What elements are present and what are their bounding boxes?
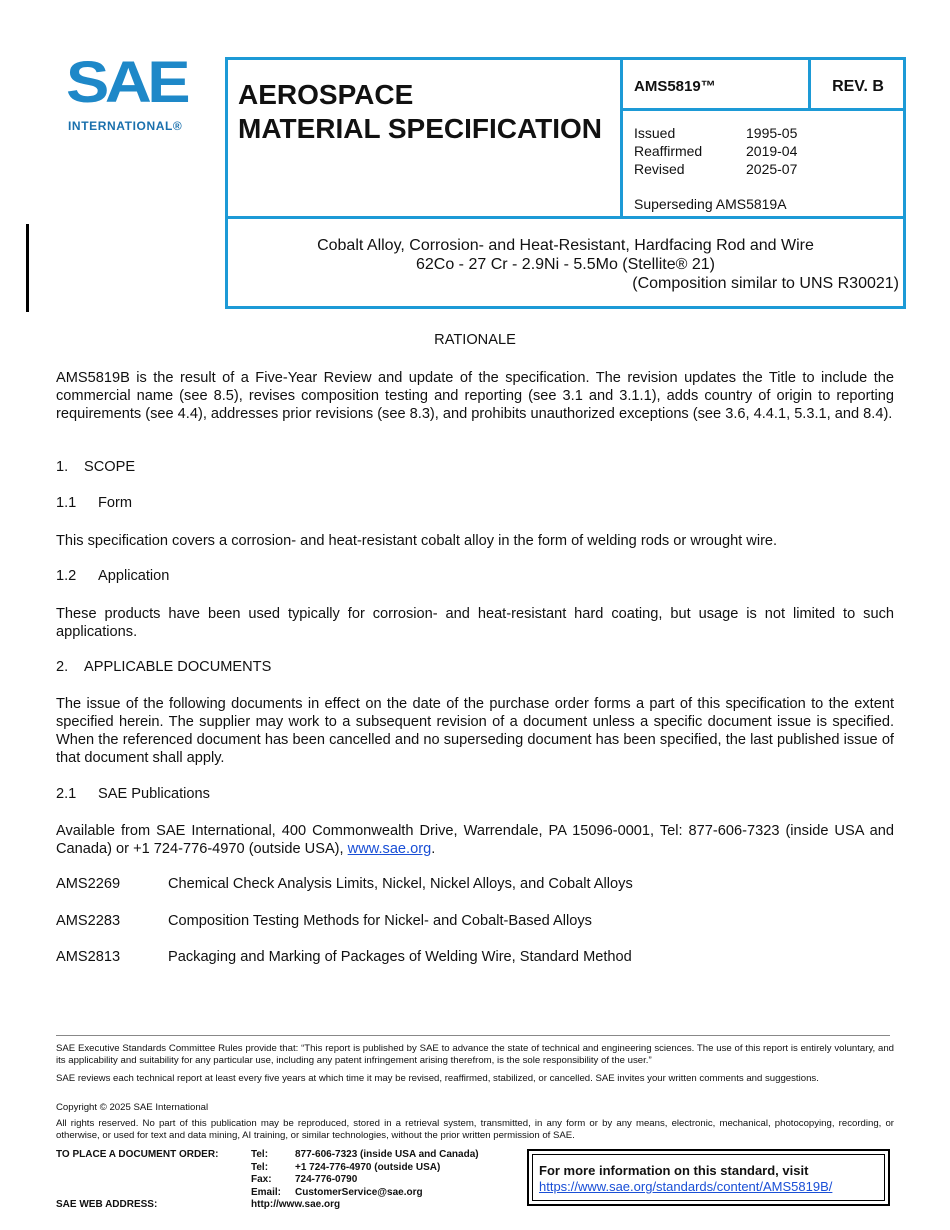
document-title: Chemical Check Analysis Limits, Nickel, Nickel Alloys, and Cobalt Alloys bbox=[168, 876, 633, 892]
date-row bbox=[634, 160, 797, 178]
date-row bbox=[634, 142, 797, 160]
contact-list bbox=[251, 1149, 479, 1199]
footer-rights-text: All rights reserved. No part of this publication may be reproduced, stored in a retrieval system, transmitted, in any form or by any means, electronic, mechanical, photocopying, recording, or otherwise, or used for text and data mining, AI training, or similar technologies, without the prior written permission of SAE. bbox=[56, 1118, 894, 1141]
logo-subtitle: INTERNATIONAL® bbox=[68, 119, 183, 133]
document-row bbox=[56, 913, 592, 929]
document-code: AMS2813 bbox=[56, 949, 121, 965]
date-row bbox=[634, 124, 797, 142]
contact-value: CustomerService@sae.org bbox=[295, 1186, 423, 1198]
contact-row bbox=[251, 1162, 479, 1175]
rationale-heading: RATIONALE bbox=[434, 332, 516, 348]
title-line-1: AEROSPACE bbox=[238, 79, 414, 110]
date-label: Issued bbox=[634, 125, 676, 141]
contact-label: Tel: bbox=[251, 1161, 269, 1173]
section-1-2-text: These products have been used typically for corrosion- and heat-resistant hard coating, but usage is not limited to such applications. bbox=[56, 606, 894, 640]
section-1-1-heading bbox=[56, 495, 132, 511]
section-2-1-heading bbox=[56, 786, 210, 802]
date-value: 1995-05 bbox=[746, 125, 798, 141]
contact-row bbox=[251, 1174, 479, 1187]
title-line-2: MATERIAL SPECIFICATION bbox=[238, 113, 602, 144]
section-2-1-text bbox=[56, 822, 894, 858]
document-code: AMS2283 bbox=[56, 913, 121, 929]
date-value: 2025-07 bbox=[746, 161, 798, 177]
document-row bbox=[56, 949, 632, 965]
section-number: 1. bbox=[56, 459, 69, 475]
section-title: Form bbox=[98, 495, 133, 511]
contact-value: 877-606-7323 (inside USA and Canada) bbox=[295, 1149, 479, 1160]
section-title: Application bbox=[98, 568, 170, 584]
spec-header-box bbox=[225, 57, 906, 309]
document-code: AMS2269 bbox=[56, 876, 121, 892]
rationale-text: AMS5819B is the result of a Five-Year Review and update of the specification. The revision updates the Title to include the commercial name (see 8.5), revises composition testing and reporting (see 3.1 and 3.1.1), adds country of origin to reporting requirements (see 4.4), addresses prior revisions (see 8.3), and prohibits unauthorized exceptions (see 3.6, 4.4.1, 5.3.1, and 8.4). bbox=[56, 370, 894, 422]
contact-row bbox=[251, 1149, 479, 1162]
section-number: 1.2 bbox=[56, 568, 77, 584]
contact-label: Tel: bbox=[251, 1149, 269, 1160]
web-address-label: SAE WEB ADDRESS: bbox=[56, 1199, 158, 1210]
footer-rule bbox=[56, 1035, 890, 1036]
section-title: SCOPE bbox=[84, 459, 136, 475]
section-2-text: The issue of the following documents in effect on the date of the purchase order forms a part of this specification to the extent specified herein. The supplier may work to a subsequent revision of a document unless a specific document issue is specified. When the referenced document has been cancelled and no superseding document has been specified, the last published issue of that document shall apply. bbox=[56, 696, 894, 766]
document-type-title bbox=[238, 78, 602, 146]
header-divider-horizontal bbox=[228, 216, 906, 219]
alloy-line-3: (Composition similar to UNS R30021) bbox=[632, 275, 899, 292]
availability-text: Available from SAE International, 400 Commonwealth Drive, Warrendale, PA 15096-0001, Tel: 877-606-7323 (inside USA and Canada) or +1 724-776-4970 (outside USA), bbox=[56, 823, 894, 857]
date-label: Revised bbox=[634, 161, 685, 177]
standard-page-link[interactable]: https://www.sae.org/standards/content/AMS5819B/ bbox=[539, 1179, 833, 1194]
header-divider-vertical bbox=[620, 60, 623, 218]
section-1-2-heading bbox=[56, 568, 169, 584]
contact-value: +1 724-776-4970 (outside USA) bbox=[295, 1161, 441, 1173]
section-number: 2. bbox=[56, 659, 69, 675]
order-label: TO PLACE A DOCUMENT ORDER: bbox=[56, 1149, 219, 1160]
footer-rules-text: SAE Executive Standards Committee Rules provide that: “This report is published by SAE to advance the state of technical and engineering sciences. The use of this report is entirely voluntary, and its applicability and suitability for any particular use, including any patent infringement arising therefrom, is the sole responsibility of the user.” bbox=[56, 1043, 894, 1066]
spec-number-divider bbox=[620, 108, 906, 111]
more-info-box bbox=[527, 1149, 890, 1206]
contact-label: Email: bbox=[251, 1186, 282, 1198]
contact-label: Fax: bbox=[251, 1174, 272, 1185]
document-title: Composition Testing Methods for Nickel- and Cobalt-Based Alloys bbox=[168, 913, 592, 929]
footer-copyright: Copyright © 2025 SAE International bbox=[56, 1102, 209, 1113]
revision-label: REV. B bbox=[832, 78, 884, 95]
section-2-heading bbox=[56, 659, 271, 675]
date-label: Reaffirmed bbox=[634, 143, 703, 159]
document-title: Packaging and Marking of Packages of Welding Wire, Standard Method bbox=[168, 949, 632, 965]
availability-text-end: . bbox=[431, 841, 436, 857]
section-number: 1.1 bbox=[56, 495, 77, 511]
date-value: 2019-04 bbox=[746, 143, 798, 159]
section-title: APPLICABLE DOCUMENTS bbox=[84, 659, 272, 675]
web-address-value: http://www.sae.org bbox=[251, 1199, 341, 1210]
more-info-title: For more information on this standard, visit bbox=[539, 1163, 809, 1178]
contact-row bbox=[251, 1187, 479, 1200]
logo-letters: SAE bbox=[66, 50, 187, 115]
section-number: 2.1 bbox=[56, 786, 77, 802]
document-row bbox=[56, 876, 633, 892]
spec-number: AMS5819™ bbox=[634, 78, 716, 95]
footer-review-text: SAE reviews each technical report at least every five years at which time it may be revised, reaffirmed, stabilized, or cancelled. SAE invites your written comments and suggestions. bbox=[56, 1073, 819, 1084]
sae-logo bbox=[66, 50, 190, 135]
section-title: SAE Publications bbox=[98, 786, 210, 802]
more-info-inner bbox=[532, 1154, 885, 1201]
contact-value: 724-776-0790 bbox=[295, 1174, 358, 1185]
section-1-heading bbox=[56, 459, 135, 475]
alloy-line-2: 62Co - 27 Cr - 2.9Ni - 5.5Mo (Stellite® 21) bbox=[415, 256, 715, 273]
section-1-1-text: This specification covers a corrosion- and heat-resistant cobalt alloy in the form of welding rods or wrought wire. bbox=[56, 533, 778, 549]
alloy-line-1: Cobalt Alloy, Corrosion- and Heat-Resistant, Hardfacing Rod and Wire bbox=[317, 237, 814, 254]
sae-website-link[interactable]: www.sae.org bbox=[347, 841, 432, 857]
superseding-note: Superseding AMS5819A bbox=[634, 196, 787, 212]
issue-dates bbox=[634, 124, 797, 178]
alloy-description bbox=[228, 236, 903, 293]
revision-change-bar bbox=[26, 224, 29, 312]
